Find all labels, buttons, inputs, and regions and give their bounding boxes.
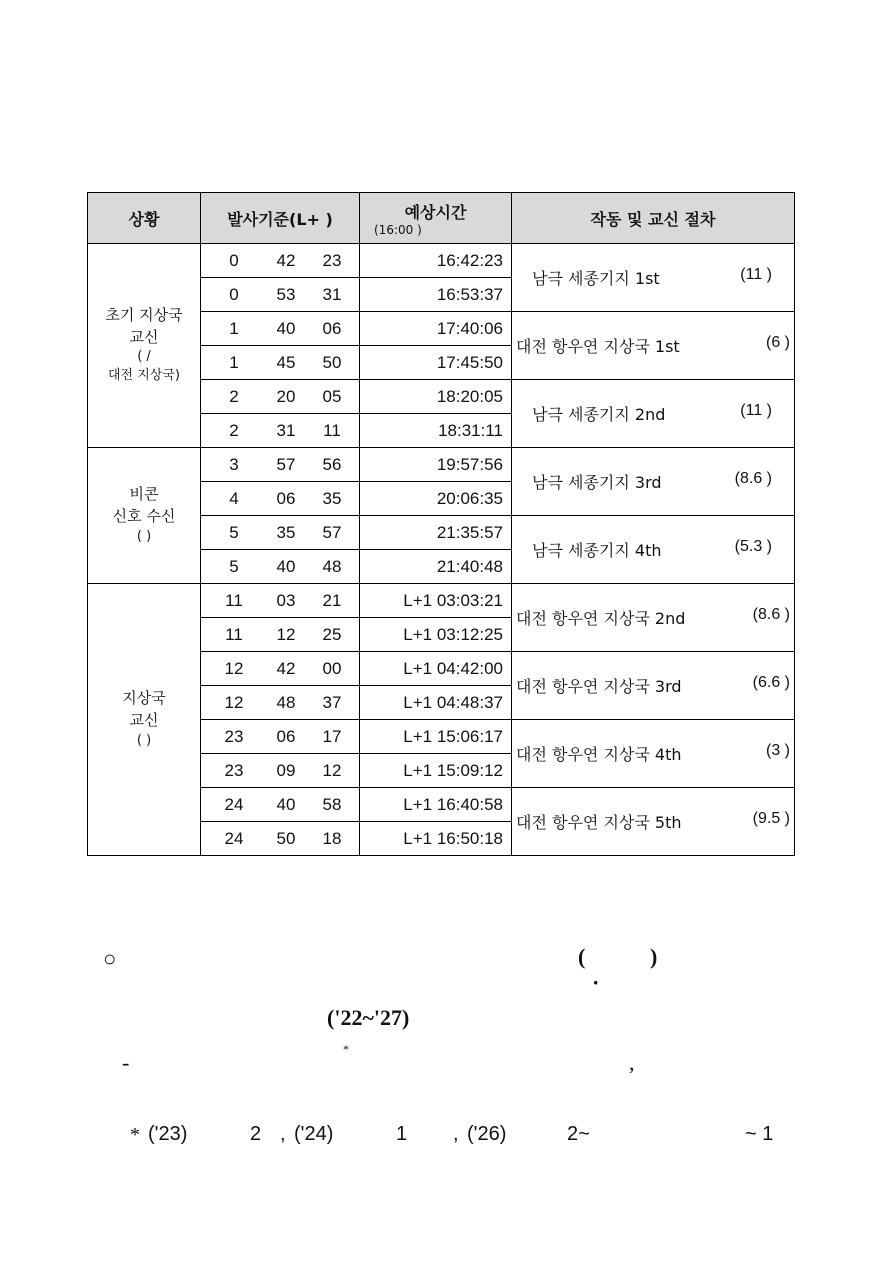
footnote-star: * xyxy=(130,1124,140,1146)
table-body xyxy=(88,244,795,856)
launch-offset-h: 2 xyxy=(229,386,239,406)
situation-cell xyxy=(88,448,201,584)
launch-offset-m: 06 xyxy=(276,726,296,746)
launch-schedule-table xyxy=(87,192,795,856)
launch-offset-m: 40 xyxy=(276,318,296,338)
procedure-cell xyxy=(512,720,795,788)
launch-offset-cell xyxy=(201,652,360,686)
launch-offset-h: 23 xyxy=(224,726,244,746)
footnote-n23: 2 xyxy=(250,1123,262,1145)
launch-offset-m: 57 xyxy=(276,454,296,474)
launch-offset-h: 1 xyxy=(229,318,239,338)
middle-dot: · xyxy=(592,970,600,995)
launch-offset-cell xyxy=(201,618,360,652)
launch-offset-s: 50 xyxy=(322,352,342,372)
launch-offset-m: 31 xyxy=(276,420,296,440)
launch-offset xyxy=(201,421,359,441)
launch-offset-s: 11 xyxy=(323,420,341,440)
procedure-text: 대전 항우연 지상국 1st xyxy=(516,337,680,356)
procedure-cell xyxy=(512,516,795,584)
launch-offset-h: 4 xyxy=(229,488,239,508)
header-launch-ref: 발사기준(L+ ) xyxy=(201,193,360,244)
expected-time-cell: 18:31:11 xyxy=(360,414,512,448)
launch-offset-s: 18 xyxy=(322,828,342,848)
launch-offset-cell xyxy=(201,686,360,720)
launch-offset-s: 37 xyxy=(322,692,342,712)
procedure-text: 대전 항우연 지상국 3rd xyxy=(516,677,682,696)
launch-offset-m: 42 xyxy=(276,658,296,678)
procedure-extra: (6.6 ) xyxy=(752,674,790,691)
expected-time-cell: L+1 16:40:58 xyxy=(360,788,512,822)
expected-time-cell: 17:40:06 xyxy=(360,312,512,346)
launch-offset-s: 21 xyxy=(322,590,342,610)
footnote-y26: ('26) xyxy=(467,1123,507,1145)
paren-open: ( xyxy=(578,944,586,969)
launch-offset xyxy=(201,761,359,781)
launch-offset-h: 0 xyxy=(229,284,239,304)
launch-offset-cell xyxy=(201,720,360,754)
expected-time-cell: L+1 03:03:21 xyxy=(360,584,512,618)
expected-time-cell: 17:45:50 xyxy=(360,346,512,380)
procedure-content xyxy=(516,674,794,697)
asterisk-mark: * xyxy=(343,1042,349,1056)
procedure-content xyxy=(516,334,794,357)
expected-time-cell: L+1 04:42:00 xyxy=(360,652,512,686)
situation-label: 교신 xyxy=(129,711,159,730)
launch-offset-m: 35 xyxy=(276,522,296,542)
launch-offset xyxy=(201,659,359,679)
launch-offset-cell xyxy=(201,448,360,482)
header-expected-time-sub: (16:00 ) xyxy=(374,222,422,237)
launch-offset-s: 58 xyxy=(322,794,342,814)
launch-offset-cell xyxy=(201,822,360,856)
launch-offset-s: 23 xyxy=(322,250,342,270)
launch-offset-s: 56 xyxy=(322,454,342,474)
procedure-cell xyxy=(512,312,795,380)
header-procedure: 작동 및 교신 절차 xyxy=(512,193,795,244)
launch-offset-h: 24 xyxy=(224,828,244,848)
launch-offset-m: 45 xyxy=(276,352,296,372)
launch-offset xyxy=(201,251,359,271)
expected-time-cell: L+1 04:48:37 xyxy=(360,686,512,720)
expected-time-cell: 21:40:48 xyxy=(360,550,512,584)
launch-offset-m: 09 xyxy=(276,760,296,780)
procedure-content xyxy=(516,266,794,289)
procedure-content xyxy=(516,810,794,833)
launch-offset-m: 53 xyxy=(276,284,296,304)
footnote-comma1: , xyxy=(280,1123,286,1145)
procedure-text: 남극 세종기지 2nd xyxy=(532,405,666,424)
procedure-content xyxy=(516,470,794,493)
launch-offset xyxy=(201,387,359,407)
procedure-extra: (8.6 ) xyxy=(752,606,790,623)
table-row xyxy=(88,244,795,278)
launch-offset-h: 3 xyxy=(229,454,239,474)
procedure-text: 대전 항우연 지상국 2nd xyxy=(516,609,686,628)
situation-label: 지상국 xyxy=(122,689,166,708)
launch-offset-h: 2 xyxy=(229,420,239,440)
header-situation: 상황 xyxy=(88,193,201,244)
launch-offset-cell xyxy=(201,584,360,618)
procedure-content xyxy=(516,742,794,765)
paren-close: ) xyxy=(650,944,658,969)
launch-offset-cell xyxy=(201,788,360,822)
launch-offset-m: 06 xyxy=(276,488,296,508)
footnote-n24: 1 xyxy=(396,1123,408,1145)
expected-time-cell: 20:06:35 xyxy=(360,482,512,516)
situation-label: 교신 xyxy=(129,327,159,346)
situation-note: ( ) xyxy=(136,528,152,544)
launch-offset-s: 48 xyxy=(322,556,342,576)
launch-offset xyxy=(201,557,359,577)
procedure-extra: (3 ) xyxy=(766,742,790,759)
launch-offset-cell xyxy=(201,244,360,278)
situation-note: 대전 지상국) xyxy=(108,368,180,384)
procedure-text: 남극 세종기지 4th xyxy=(532,541,662,560)
launch-offset-m: 50 xyxy=(276,828,296,848)
procedure-text: 남극 세종기지 3rd xyxy=(532,473,662,492)
situation-cell xyxy=(88,244,201,448)
launch-offset-cell xyxy=(201,550,360,584)
table-row xyxy=(88,584,795,618)
header-expected-time xyxy=(360,193,512,244)
launch-offset-m: 03 xyxy=(276,590,296,610)
launch-offset-cell xyxy=(201,516,360,550)
launch-offset xyxy=(201,591,359,611)
launch-offset xyxy=(201,829,359,849)
launch-offset-cell xyxy=(201,312,360,346)
procedure-cell xyxy=(512,652,795,720)
launch-offset-h: 5 xyxy=(229,522,239,542)
situation-label: 초기 지상국 xyxy=(105,305,183,324)
situation-note: ( ) xyxy=(136,732,152,748)
launch-offset-h: 12 xyxy=(224,692,244,712)
launch-offset-h: 23 xyxy=(224,760,244,780)
launch-offset-h: 24 xyxy=(224,794,244,814)
expected-time-cell: 21:35:57 xyxy=(360,516,512,550)
launch-offset xyxy=(201,489,359,509)
launch-offset-m: 40 xyxy=(276,556,296,576)
launch-offset xyxy=(201,727,359,747)
expected-time-cell: 19:57:56 xyxy=(360,448,512,482)
launch-offset-h: 11 xyxy=(225,590,243,610)
launch-offset-cell xyxy=(201,380,360,414)
procedure-text: 남극 세종기지 1st xyxy=(532,269,660,288)
bullet-circle: ○ xyxy=(103,946,117,971)
comma-mark: , xyxy=(629,1050,635,1075)
expected-time-cell: 16:53:37 xyxy=(360,278,512,312)
procedure-cell xyxy=(512,788,795,856)
procedure-content xyxy=(516,402,794,425)
procedure-extra: (9.5 ) xyxy=(752,810,790,827)
launch-offset-s: 12 xyxy=(322,760,342,780)
launch-offset xyxy=(201,693,359,713)
procedure-extra: (5.3 ) xyxy=(734,538,772,555)
launch-offset-cell xyxy=(201,414,360,448)
footnote-tilde: ~ 1 xyxy=(745,1123,774,1145)
footnote-n26: 2~ xyxy=(567,1123,590,1145)
launch-offset-s: 31 xyxy=(322,284,342,304)
launch-offset-h: 12 xyxy=(224,658,244,678)
procedure-cell xyxy=(512,584,795,652)
situation-label: 신호 수신 xyxy=(112,507,176,526)
expected-time-cell: L+1 16:50:18 xyxy=(360,822,512,856)
launch-offset-h: 1 xyxy=(229,352,239,372)
situation-cell xyxy=(88,584,201,856)
launch-offset-h: 5 xyxy=(229,556,239,576)
launch-offset-s: 57 xyxy=(322,522,342,542)
procedure-extra: (11 ) xyxy=(740,266,772,283)
launch-offset xyxy=(201,625,359,645)
procedure-text: 대전 항우연 지상국 5th xyxy=(516,813,682,832)
launch-offset-s: 17 xyxy=(322,726,342,746)
launch-offset-cell xyxy=(201,754,360,788)
launch-offset-m: 48 xyxy=(276,692,296,712)
table-row xyxy=(88,448,795,482)
launch-offset-m: 12 xyxy=(276,624,296,644)
launch-offset-cell xyxy=(201,346,360,380)
procedure-cell xyxy=(512,244,795,312)
launch-offset xyxy=(201,523,359,543)
procedure-content xyxy=(516,538,794,561)
dash-marker: - xyxy=(122,1050,130,1075)
launch-offset xyxy=(201,285,359,305)
expected-time-cell: 16:42:23 xyxy=(360,244,512,278)
launch-offset-s: 05 xyxy=(322,386,342,406)
launch-offset-h: 11 xyxy=(225,624,243,644)
procedure-extra: (6 ) xyxy=(766,334,790,351)
launch-offset xyxy=(201,319,359,339)
footnote-y24: ('24) xyxy=(294,1123,334,1145)
launch-offset xyxy=(201,455,359,475)
launch-offset-m: 20 xyxy=(276,386,296,406)
launch-offset-cell xyxy=(201,278,360,312)
launch-offset-m: 40 xyxy=(276,794,296,814)
expected-time-cell: L+1 15:09:12 xyxy=(360,754,512,788)
years-range: ('22~'27) xyxy=(327,1005,410,1030)
launch-offset-s: 06 xyxy=(322,318,342,338)
procedure-cell xyxy=(512,448,795,516)
expected-time-cell: L+1 03:12:25 xyxy=(360,618,512,652)
launch-offset-h: 0 xyxy=(229,250,239,270)
launch-offset-s: 00 xyxy=(322,658,342,678)
footnote-comma2: , xyxy=(453,1123,459,1145)
situation-note: ( / xyxy=(137,349,151,365)
launch-offset xyxy=(201,353,359,373)
procedure-text: 대전 항우연 지상국 4th xyxy=(516,745,682,764)
launch-offset-m: 42 xyxy=(276,250,296,270)
situation-label: 비콘 xyxy=(129,485,159,504)
procedure-extra: (8.6 ) xyxy=(734,470,772,487)
expected-time-cell: L+1 15:06:17 xyxy=(360,720,512,754)
header-expected-time-label: 예상시간 xyxy=(404,202,467,222)
procedure-extra: (11 ) xyxy=(740,402,772,419)
launch-offset-cell xyxy=(201,482,360,516)
footnote-y23: ('23) xyxy=(148,1123,188,1145)
launch-offset-s: 35 xyxy=(322,488,342,508)
procedure-cell xyxy=(512,380,795,448)
expected-time-cell: 18:20:05 xyxy=(360,380,512,414)
launch-offset xyxy=(201,795,359,815)
launch-offset-s: 25 xyxy=(322,624,342,644)
procedure-content xyxy=(516,606,794,629)
